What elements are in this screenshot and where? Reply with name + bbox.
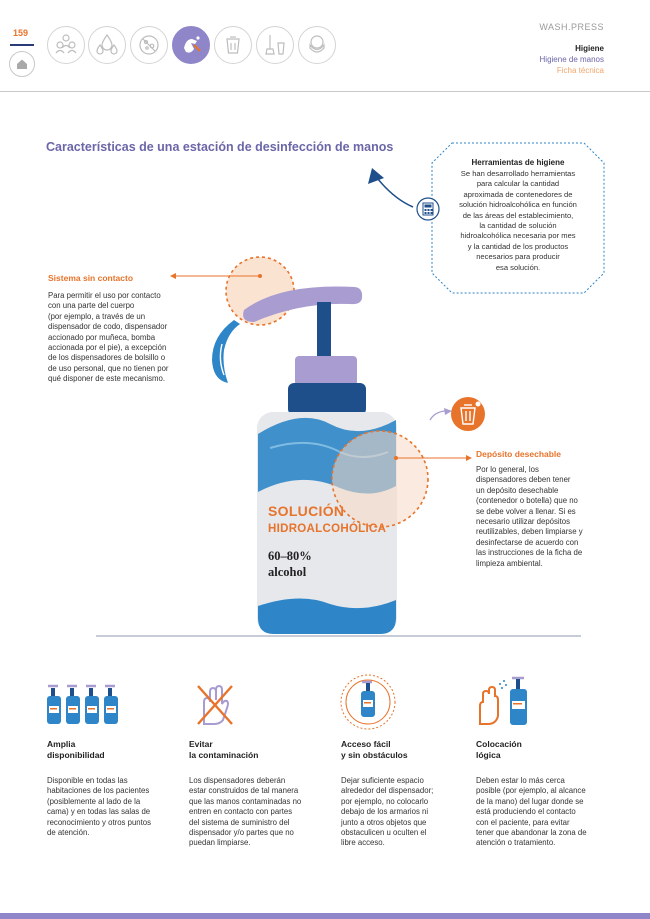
placement-line: con el paciente, para evitar xyxy=(476,817,570,827)
no-touch-line: accionada por el pie), a excepción xyxy=(48,343,167,353)
breadcrumb-level-3[interactable]: Ficha técnica xyxy=(556,66,604,75)
access-line: alrededor del dispensador; xyxy=(341,786,434,796)
tools-line: aproximada de contenedores de xyxy=(463,189,573,199)
calculator-icon-keys xyxy=(425,205,433,215)
no-touch-line: accionado por muñeca, bomba xyxy=(48,332,156,342)
small-bottle-4 xyxy=(104,686,118,724)
access-title xyxy=(341,739,408,761)
tools-line: para calcular la cantidad xyxy=(476,179,560,189)
access-line: debajo de los armarios ni xyxy=(341,807,429,817)
disposable-line: desinfectarse de acuerdo con xyxy=(476,537,579,547)
tools-line: la cantidad de solución xyxy=(479,221,557,231)
pump-collar xyxy=(295,356,357,386)
page-title: Características de una estación de desinfección de manos xyxy=(46,140,394,154)
contamination-line: que las manos contaminadas no xyxy=(189,796,302,806)
disposable-text xyxy=(476,465,640,569)
tools-line: esa solución. xyxy=(495,262,541,272)
access-line: Dejar suficiente espacio xyxy=(341,776,424,785)
tools-text xyxy=(440,169,596,273)
accessible-dispenser-icon xyxy=(338,672,398,732)
bottle-label-percentage: 60–80% xyxy=(268,549,312,563)
contamination-title-line1: Evitar xyxy=(189,739,213,749)
tools-line: de las áreas del establecimiento, xyxy=(462,210,574,220)
no-touch-line: con una parte del cuerpo xyxy=(48,301,135,311)
availability-line: cama) y en todas las salas de xyxy=(47,807,151,817)
pump-stem xyxy=(317,302,331,358)
access-title-line2: y sin obstáculos xyxy=(341,750,408,760)
small-bottle-1 xyxy=(47,686,61,724)
tools-line: solución hidroalcohólica en función xyxy=(459,200,577,210)
disposable-line: dispensadores deben tener xyxy=(476,475,571,485)
placement-line: de la mano) del lugar donde se xyxy=(476,796,584,806)
hand-dispenser-icon xyxy=(474,672,534,732)
availability-line: Disponible en todas las xyxy=(47,776,128,785)
page-number: 159 xyxy=(13,28,29,38)
spray-dots xyxy=(499,680,507,689)
placement-line: posible (por ejemplo, al alcance xyxy=(476,786,586,796)
contamination-line: estar construidos de tal manera xyxy=(189,786,299,796)
breadcrumb-level-2[interactable]: Higiene de manos xyxy=(539,55,604,64)
placement-title xyxy=(476,739,522,761)
footer-bar xyxy=(0,913,650,919)
placement-text xyxy=(476,776,640,849)
contamination-line: del sistema de suministro del xyxy=(189,817,290,827)
availability-title-line2: disponibilidad xyxy=(47,750,105,760)
placement-line: tener que abandonar la zona de xyxy=(476,828,587,838)
placement-line: Deben estar lo más cerca xyxy=(476,776,565,785)
brand-name: WASH.PRESS xyxy=(539,22,604,32)
availability-line: habitaciones de los pacientes xyxy=(47,786,150,796)
no-touch-line: (por ejemplo, a través de un xyxy=(48,311,146,321)
contamination-line: dispensador y/o partes que no xyxy=(189,828,294,838)
no-touch-arrowhead xyxy=(170,273,176,279)
bottle-label-hydroalcoholic: HIDROALCOHÓLICA xyxy=(268,523,387,535)
disposable-line: limpieza ambiental. xyxy=(476,558,543,568)
liquid-drip xyxy=(212,320,240,383)
small-bottle-3 xyxy=(85,686,99,724)
bottle-neck xyxy=(288,383,366,415)
access-text xyxy=(341,776,471,849)
no-touch-arrow-dot xyxy=(258,274,262,278)
no-touch-line: de uso personal, que no tienen por xyxy=(48,363,169,373)
disposable-title: Depósito desechable xyxy=(476,449,562,459)
tools-line: hidroalcohólica necesaria por mes xyxy=(460,231,576,241)
placement-title-line1: Colocación xyxy=(476,739,522,749)
no-touch-text xyxy=(48,291,208,385)
crossed-hand-icon xyxy=(190,678,238,730)
contamination-text xyxy=(189,776,335,849)
tools-arrowhead xyxy=(368,168,384,184)
disposable-line: las instrucciones de la ficha de xyxy=(476,548,583,558)
availability-line: (posiblemente al lado de la xyxy=(47,796,141,806)
access-line: obstaculicen u oculten el xyxy=(341,828,427,838)
disposable-line: reutilizables, deben limpiarse y xyxy=(476,527,583,537)
tools-line: necesarios para producir xyxy=(476,252,560,262)
placement-line: está produciendo el contacto xyxy=(476,807,576,817)
availability-line: de atención. xyxy=(47,828,90,838)
contamination-line: entren en contacto con partes xyxy=(189,807,293,817)
bottles-icon xyxy=(44,676,124,732)
placement-line: atención o tratamiento. xyxy=(476,838,556,848)
breadcrumb-level-1[interactable]: Higiene xyxy=(575,44,604,53)
no-touch-line: Para permitir el uso por contacto xyxy=(48,291,161,300)
access-line: por ejemplo, no colocarlo xyxy=(341,796,429,806)
hand-icon xyxy=(480,687,498,724)
availability-title-line1: Amplia xyxy=(47,739,76,749)
disposable-arrow-dot xyxy=(394,456,398,460)
disposable-line: Por lo general, los xyxy=(476,465,539,474)
waste-bin-icon-head xyxy=(476,402,481,407)
tools-line: y la cantidad de los productos xyxy=(467,241,569,251)
no-touch-line: de los dispensadores de bolsillo o xyxy=(48,353,166,363)
access-title-line1: Acceso fácil xyxy=(341,739,391,749)
disposable-line: (contenedor o botella) que no xyxy=(476,496,578,506)
bottle-label-solution: SOLUCIÓN xyxy=(268,503,345,519)
contamination-line: Los dispensadores deberán xyxy=(189,776,286,785)
tools-title: Herramientas de higiene xyxy=(471,158,565,167)
small-bottle-2 xyxy=(66,686,80,724)
disposable-line: necesario utilizar depósitos xyxy=(476,517,571,527)
availability-title xyxy=(47,739,105,761)
waste-bin-badge xyxy=(451,397,485,431)
contamination-title xyxy=(189,739,258,761)
contamination-title-line2: la contaminación xyxy=(189,750,259,760)
availability-text xyxy=(47,776,187,838)
access-line: junto a otros objetos que xyxy=(341,817,427,827)
no-touch-title: Sistema sin contacto xyxy=(48,273,134,283)
availability-line: reconocimiento y otros puntos xyxy=(47,817,152,827)
bottle-label-alcohol: alcohol xyxy=(268,565,307,579)
contamination-line: puedan limpiarse. xyxy=(189,838,251,848)
bin-arrowhead xyxy=(444,408,452,415)
placement-title-line2: lógica xyxy=(476,750,501,760)
no-touch-line: dispensador de codo, dispensador xyxy=(48,322,168,332)
no-touch-line: qué disponer de este mecanismo. xyxy=(48,374,166,384)
disposable-line: un depósito desechable xyxy=(476,485,559,495)
disposable-line: se debe volver a llenar. Si es xyxy=(476,506,576,516)
tools-line: Se han desarrollado herramientas xyxy=(460,169,576,178)
access-line: libre acceso. xyxy=(341,838,385,848)
disposable-arrowhead xyxy=(466,455,472,461)
